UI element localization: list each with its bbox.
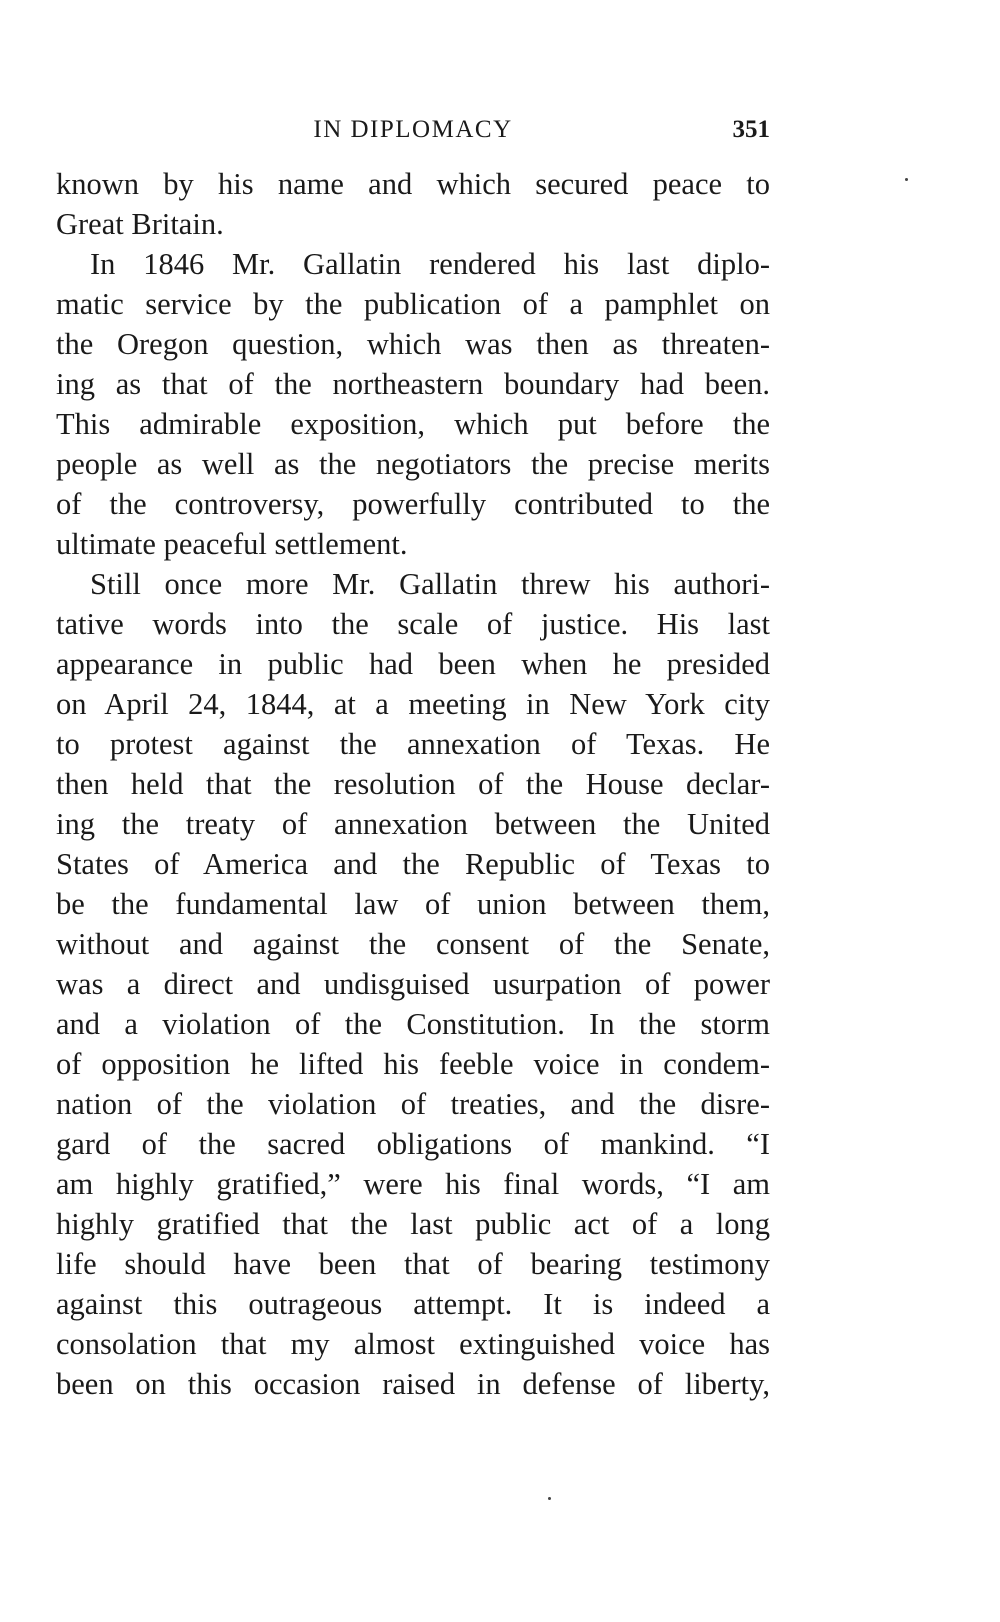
text-line: of the controversy, powerfully contributed to the — [56, 487, 770, 521]
text-line: nation of the violation of treaties, and the disre- — [56, 1087, 770, 1121]
text-line: ing the treaty of annexation between the United — [56, 807, 770, 841]
text-line: life should have been that of bearing testimony — [56, 1247, 770, 1281]
paragraph-first-line: In 1846 Mr. Gallatin rendered his last diplo- — [90, 247, 770, 281]
paragraph-first-line: Still once more Mr. Gallatin threw his authori- — [90, 567, 770, 601]
text-line: without and against the consent of the Senate, — [56, 927, 770, 961]
text-line: of opposition he lifted his feeble voice in condem- — [56, 1047, 770, 1081]
running-title: IN DIPLOMACY — [313, 116, 513, 143]
text-line: been on this occasion raised in defense of liberty, — [56, 1367, 770, 1401]
text-line: and a violation of the Constitution. In the storm — [56, 1007, 770, 1041]
text-line: gard of the sacred obligations of mankind. “I — [56, 1127, 770, 1161]
body-text — [56, 164, 770, 1404]
text-line: to protest against the annexation of Texas. He — [56, 727, 770, 761]
text-line: highly gratified that the last public act of a long — [56, 1207, 770, 1241]
text-line: appearance in public had been when he presided — [56, 647, 770, 681]
text-line: be the fundamental law of union between them, — [56, 887, 770, 921]
text-line: tative words into the scale of justice. His last — [56, 607, 770, 641]
page-number: 351 — [732, 116, 770, 143]
text-line: was a direct and undisguised usurpation of power — [56, 967, 770, 1001]
paper-speck — [548, 1497, 551, 1500]
text-line: ultimate peaceful settlement. — [56, 527, 408, 561]
text-line: against this outrageous attempt. It is indeed a — [56, 1287, 770, 1321]
text-line: on April 24, 1844, at a meeting in New York city — [56, 687, 770, 721]
running-head — [56, 116, 770, 156]
text-line: people as well as the negotiators the precise merits — [56, 447, 770, 481]
text-line: am highly gratified,” were his final words, “I am — [56, 1167, 770, 1201]
text-line: known by his name and which secured peace to — [56, 167, 770, 201]
text-line: consolation that my almost extinguished voice has — [56, 1327, 770, 1361]
text-line: States of America and the Republic of Texas to — [56, 847, 770, 881]
text-line: the Oregon question, which was then as threaten- — [56, 327, 770, 361]
text-line: Great Britain. — [56, 207, 224, 241]
text-line: then held that the resolution of the House declar- — [56, 767, 770, 801]
text-line: matic service by the publication of a pamphlet on — [56, 287, 770, 321]
text-line: This admirable exposition, which put before the — [56, 407, 770, 441]
paper-speck — [905, 178, 908, 181]
text-line: ing as that of the northeastern boundary had been. — [56, 367, 770, 401]
